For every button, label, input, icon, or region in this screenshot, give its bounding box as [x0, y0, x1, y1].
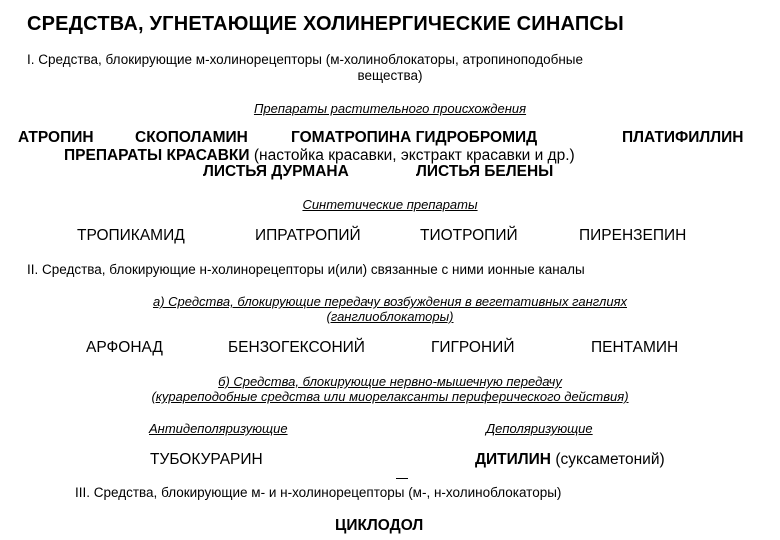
drug-ipratropium: ИПРАТРОПИЙ: [255, 227, 361, 244]
nondepolarizing-label: Антидеполяризующие: [149, 421, 288, 436]
drug-tropicamide: ТРОПИКАМИД: [77, 227, 185, 244]
drug-tiotropium: ТИОТРОПИЙ: [420, 227, 518, 244]
section-3-heading: III. Средства, блокирующие м- и н-холинорецепторы (м-, н-холиноблокаторы): [75, 485, 562, 500]
synthetic-subheading: Синтетические препараты: [302, 197, 478, 212]
belladonna-forms: (настойка красавки, экстракт красавки и др.): [253, 147, 575, 164]
depolarizing-label: Деполяризующие: [486, 421, 593, 436]
henbane-leaves: ЛИСТЬЯ БЕЛЕНЫ: [416, 163, 554, 180]
drug-homatropine: ГОМАТРОПИНА ГИДРОБРОМИД: [291, 129, 538, 146]
drug-cyclodol: ЦИКЛОДОЛ: [335, 517, 424, 534]
drug-benzohexonium: БЕНЗОГЕКСОНИЙ: [228, 339, 365, 356]
drug-hygronium: ГИГРОНИЙ: [431, 339, 515, 356]
drug-ditilin: ДИТИЛИН: [475, 451, 552, 468]
section-1-heading-line2: вещества): [357, 68, 423, 83]
neuromuscular-blockers-subheading-line1: б) Средства, блокирующие нервно-мышечную передачу: [218, 374, 562, 389]
drug-atropine: АТРОПИН: [18, 129, 94, 146]
belladonna-preparations-row: [64, 148, 575, 164]
drug-platyphylline: ПЛАТИФИЛЛИН: [622, 129, 744, 146]
drug-arfonad: АРФОНАД: [86, 339, 163, 356]
datura-leaves: ЛИСТЬЯ ДУРМАНА: [203, 163, 349, 180]
ganglion-blockers-subheading-line2: (ганглиоблокаторы): [326, 309, 454, 324]
belladonna-preparations: ПРЕПАРАТЫ КРАСАВКИ: [64, 147, 250, 164]
drug-pentamine: ПЕНТАМИН: [591, 339, 679, 356]
section-2-heading: II. Средства, блокирующие н-холинорецепторы и(или) связанные с ними ионные каналы: [27, 262, 585, 277]
neuromuscular-blockers-subheading-line2: (курареподобные средства или миорелаксанты периферического действия): [151, 389, 629, 404]
ditilin-row: [475, 452, 665, 468]
ganglion-blockers-subheading-line1: а) Средства, блокирующие передачу возбуждения в вегетативных ганглиях: [152, 294, 628, 309]
page-title: СРЕДСТВА, УГНЕТАЮЩИЕ ХОЛИНЕРГИЧЕСКИЕ СИНАПСЫ: [27, 13, 624, 35]
drug-suxamethonium: (суксаметоний): [555, 451, 665, 468]
drug-tubocurarine: ТУБОКУРАРИН: [150, 451, 263, 468]
section-1-heading-line1: I. Средства, блокирующие м-холинорецепторы (м-холиноблокаторы, атропиноподобные: [27, 52, 584, 67]
plant-origin-subheading: Препараты растительного происхождения: [253, 101, 527, 116]
divider-dash: [396, 478, 408, 479]
drug-scopolamine: СКОПОЛАМИН: [135, 129, 248, 146]
drug-pirenzepine: ПИРЕНЗЕПИН: [579, 227, 687, 244]
